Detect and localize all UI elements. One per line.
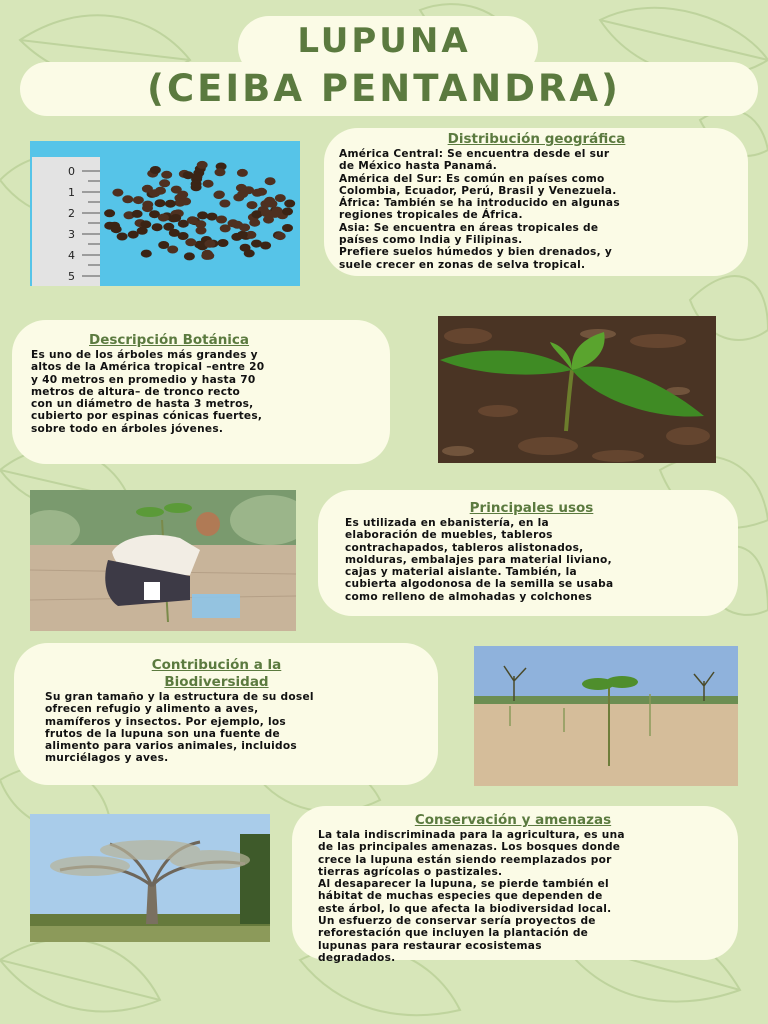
seedling-photo [438, 316, 716, 463]
seed [219, 200, 230, 208]
planting-photo [30, 490, 296, 631]
seed [244, 249, 255, 257]
conservacion-card [292, 806, 738, 964]
ruler-label: 1 [68, 186, 75, 199]
seed [239, 224, 250, 232]
seed [104, 209, 115, 217]
usos-card [318, 490, 738, 616]
seed [167, 246, 178, 254]
seed [170, 214, 181, 222]
seed [215, 168, 226, 176]
descripcion-heading: Descripción Botánica [89, 332, 250, 348]
seed [216, 216, 227, 224]
seed [284, 200, 295, 208]
seed [158, 241, 169, 249]
conservacion-text: La tala indiscriminada para la agricultura, es una de las principales amenazas. Los bosques donde crece la lupuna están siendo reemplazados por tierras agrícolas o pastizales. Al desaparecer la lupuna, se pierde también el hábitat de muchas especies que dependen de este árbol, lo que afecta la biodiversidad local. Un esfuerzo de conservar sería proyectos de reforestación que incluyen la plantación de lupunas para restaurar ecosistemas degradados. [318, 829, 625, 964]
descripcion-text: Es uno de los árboles más grandes y altos de la América tropical –entre 20 y 40 metros en promedio y hasta 70 metros de altura– de tronco recto con un diámetro de hasta 3 metros, cubierto por espinas cónicas fuertes, sobre todo en árboles jóvenes. [31, 349, 265, 435]
seed [237, 169, 248, 177]
seed [265, 177, 276, 185]
seed [117, 233, 128, 241]
seed [159, 179, 170, 187]
seed [203, 252, 214, 260]
seed [122, 195, 133, 203]
seed [282, 208, 293, 216]
seed [158, 214, 169, 222]
seed [142, 204, 153, 212]
seed [175, 199, 186, 207]
ruler-label: 5 [68, 270, 75, 283]
seed [155, 187, 166, 195]
distribucion-heading: Distribución geográfica [447, 131, 626, 147]
seed [275, 194, 286, 202]
page-subtitle: (CEIBA PENTANDRA) [147, 67, 621, 110]
seed [251, 210, 262, 218]
seed [112, 189, 123, 197]
seed [214, 191, 225, 199]
seed [184, 252, 195, 260]
seed [196, 227, 207, 235]
seed [177, 191, 188, 199]
contribucion-heading-line1: Contribución a la [151, 657, 282, 673]
seed [111, 225, 122, 233]
ruler-label: 3 [68, 228, 75, 241]
seed [275, 232, 286, 240]
seed [132, 210, 143, 218]
seed [251, 240, 262, 248]
seed [161, 171, 172, 179]
seed [264, 197, 275, 205]
ruler-label: 2 [68, 207, 75, 220]
contribucion-heading-line2: Biodiversidad [164, 674, 269, 690]
seed [141, 250, 152, 258]
seed [249, 219, 260, 227]
seed [197, 161, 208, 169]
ruler-label: 4 [68, 249, 75, 262]
seed [150, 166, 161, 174]
seed [185, 238, 196, 246]
seed [218, 239, 229, 247]
seed [256, 188, 267, 196]
seed [247, 201, 258, 209]
conservacion-heading: Conservación y amenazas [414, 812, 612, 828]
distribucion-card [324, 128, 748, 276]
page-title: LUPUNA [297, 21, 471, 61]
tree-photo [30, 814, 270, 942]
seed [207, 213, 218, 221]
seed [269, 210, 280, 218]
seed [237, 190, 248, 198]
plantation-photo [474, 646, 738, 786]
seed [204, 240, 215, 248]
contribucion-text: Su gran tamaño y la estructura de su dosel ofrecen refugio y alimento a aves, mamíferos y insectos. Por ejemplo, los frutos de la lupuna son una fuente de alimento para varios animales, incluidos murciélagos y aves. [45, 691, 314, 765]
seed [165, 200, 176, 208]
seeds-photo [30, 141, 300, 286]
seed [203, 180, 214, 188]
seed [155, 199, 166, 207]
seed [197, 211, 208, 219]
seed [137, 227, 148, 235]
distribucion-text: América Central: Se encuentra desde el sur de México hasta Panamá. América del Sur: Es común en países como Colombia, Ecuador, Perú, Brasil y Venezuela. África: También se ha introducido en algunas regiones tropicales de África. Asia: Se encuentra en áreas tropicales de países como India y Filipinas. Prefiere suelos húmedos y bien drenados, y suele crecer en zonas de selva tropical. [339, 148, 620, 271]
usos-text: Es utilizada en ebanistería, en la elaboración de muebles, tableros contrachapados, tableros alistonados, molduras, embalajes para material liviano, cajas y material aislante. También, la cubierta algodonosa de la semilla se usaba como relleno de almohadas y colchones [345, 517, 614, 603]
usos-heading: Principales usos [469, 500, 594, 516]
seed [133, 196, 144, 204]
seed [192, 173, 203, 181]
seed [142, 185, 153, 193]
ruler-label: 0 [68, 165, 75, 178]
descripcion-card [12, 320, 390, 464]
seed [178, 232, 189, 240]
seed [152, 223, 163, 231]
contribucion-card [14, 643, 438, 785]
seed [282, 224, 293, 232]
seed [231, 233, 242, 241]
